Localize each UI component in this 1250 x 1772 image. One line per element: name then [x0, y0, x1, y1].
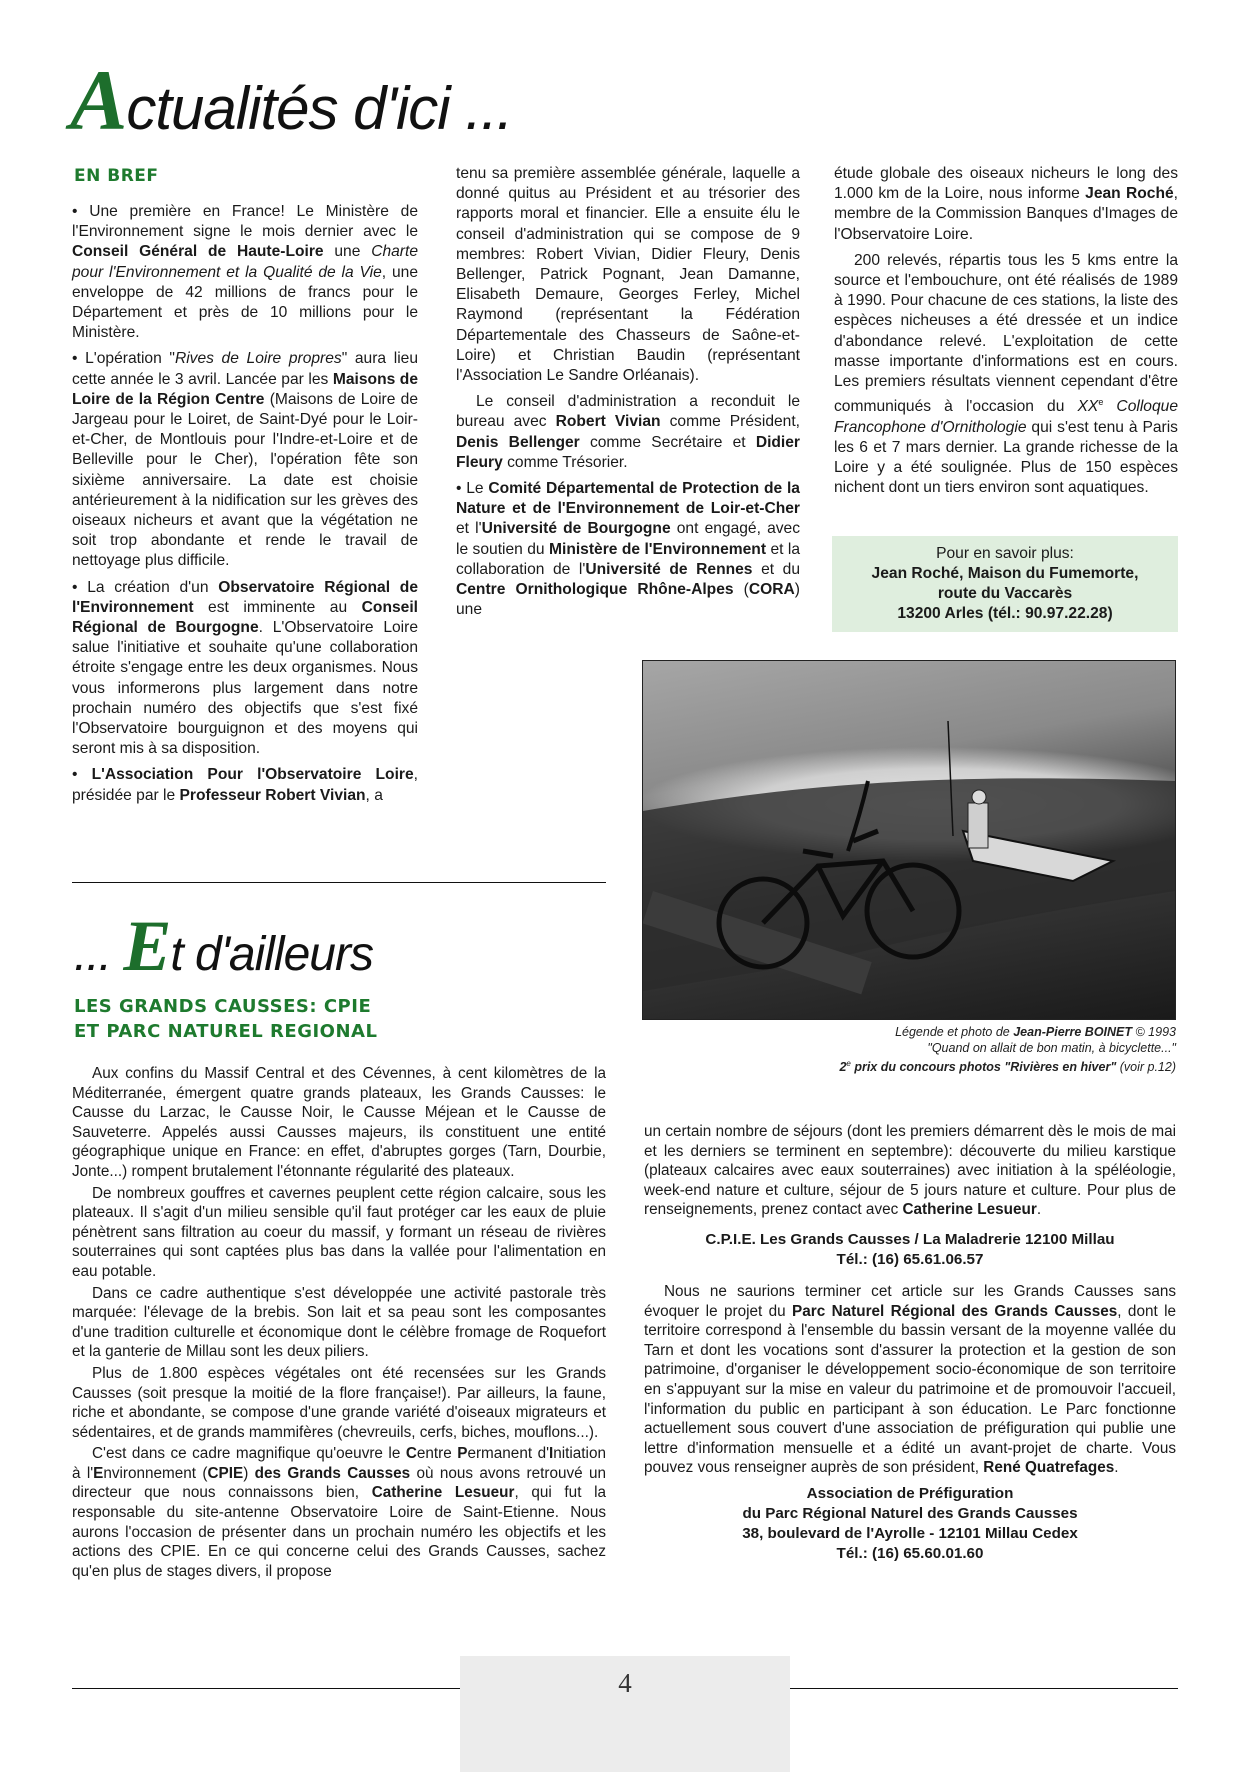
brief-item-4: • L'Association Pour l'Observatoire Loire, présidée par le Professeur Robert Vivian, a — [72, 766, 418, 804]
grands-causses-heading — [74, 994, 377, 1044]
causses-right-para-2: Nous ne saurions terminer cet article sur les Grands Causses sans évoquer le projet du Parc Naturel Régional des Grands Causses, dont le territoire correspond à l'ensemble du bassin versant de la moyenne vallée du Tarn et dont les vocations sont d'assurer la protection et la gestion de son patrimoine, d'organiser le développement socio-économique de son territoire en s'appuyant sur la mise en valeur du patrimoine et de promouvoir l'accueil, l'information du public en participant à son éducation. Le Parc fonctionne actuellement sous couvert d'une association de préfiguration qui publie une lettre d'information mensuelle et a édité un avant-projet de charte. Vous pouvez vous renseigner auprès de son président, René Quatrefages. — [644, 1282, 1177, 1477]
causses-para-2: De nombreux gouffres et cavernes peuplent cette région calcaire, sous les plateaux. Il s'agit d'un milieu sensible qu'il faut protéger car les eaux de pluie pénètrent sans filtration au coeur du massif, y formant un réseau de rivières souterraines qui sont captées plus bas dans la vallée pour l'alimentation en eau potable. — [72, 1184, 606, 1280]
section-divider — [72, 882, 606, 883]
grands-causses-heading-line-1: LES GRANDS CAUSSES: CPIE — [74, 996, 372, 1017]
brief-col2-para-2: Le conseil d'administration a reconduit le bureau avec Robert Vivian comme Président, Denis Bellenger comme Secrétaire et Didier Fleury comme Trésorier. — [456, 393, 801, 471]
en-bref-column-3 — [834, 164, 1178, 504]
causses-para-3: Dans ce cadre authentique s'est développée une activité pastorale très marquée: l'élevage de la brebis. Son lait et sa peau sont les composantes d'une tradition culturelle et économique dont le célèbre fromage de Roquefort et la ganterie de Millau sont les deux piliers. — [72, 1284, 606, 1361]
cpie-address-line-1: C.P.I.E. Les Grands Causses / La Maladrerie 12100 Millau — [705, 1230, 1115, 1248]
page-number: 4 — [618, 1668, 632, 1698]
info-box-line-4: 13200 Arles (tél.: 90.97.22.28) — [897, 605, 1113, 622]
en-bref-column-1 — [72, 202, 418, 812]
brief-col3-para-2: 200 relevés, répartis tous les 5 kms entre la source et l'embouchure, ont été réalisés de 1989 à 1990. Pour chacune de ces stations, la liste des espèces nicheuses a été dressée et un indice d'abondance relevé. L'exploitation de cette masse importante d'informations est en cours. Les premiers résultats viennent cependant d'être communiqués à l'occasion du XXe Colloque Francophone d'Ornithologie qui s'est tenu à Paris les 6 et 7 mars dernier. La grande richesse de la Loire y a été soulignée. Plus de 150 espèces nichent dont un tiers environ sont aquatiques. — [834, 251, 1178, 497]
photo-caption-line-3: 2e prix du concours photos "Rivières en hiver" (voir p.12) — [839, 1059, 1176, 1075]
grands-causses-column-left — [72, 1064, 606, 1583]
brief-col2-para-3: • Le Comité Départemental de Protection de la Nature et de l'Environnement de Loir-et-Cher et l'Université de Bourgogne ont engagé, avec le soutien du Ministère de l'Environnement et la collaboration de l'Université de Rennes et du Centre Ornithologique Rhône-Alpes (CORA) une — [456, 480, 801, 619]
brief-col3-para-1: étude globale des oiseaux nicheurs le long des 1.000 km de la Loire, nous informe Jean Roché, membre de la Commission Banques d'Images de l'Observatoire Loire. — [834, 165, 1178, 243]
parc-address-line-4: Tél.: (16) 65.60.01.60 — [836, 1544, 984, 1562]
title-rest: ctualités d'ici ... — [126, 75, 513, 142]
parc-address-line-2: du Parc Régional Naturel des Grands Causses — [742, 1504, 1078, 1522]
photo-bicycle-boat — [642, 660, 1176, 1020]
info-box-line-1: Pour en savoir plus: — [936, 545, 1074, 562]
info-box-jean-roche — [832, 536, 1178, 632]
parc-address — [644, 1484, 1176, 1564]
causses-para-1: Aux confins du Massif Central et des Cévennes, à cent kilomètres de la Méditerranée, émergent quatre grands plateaux, les Grands Causses: le Causse du Larzac, le Causse Noir, le Causse Méjean et le Causse de Sauveterre. Appelés aussi Causses majeurs, ils constituent une entité géographique unique en France: en effet, d'abruptes gorges (Tarn, Dourbie, Jonte...) rompent brutalement l'étonnante régularité des plateaux. — [72, 1065, 606, 1180]
title-initial: A — [70, 52, 127, 148]
info-box-line-3: route du Vaccarès — [937, 585, 1073, 602]
grands-causses-heading-line-2: ET PARC NATUREL REGIONAL — [74, 1021, 378, 1042]
grands-causses-column-right — [644, 1122, 1176, 1564]
title-ailleurs-initial: E — [123, 906, 171, 986]
cpie-address — [644, 1230, 1176, 1270]
photo-caption — [640, 1024, 1176, 1075]
footer-rule-right — [790, 1688, 1178, 1689]
causses-para-5: C'est dans ce cadre magnifique qu'oeuvre le Centre Permanent d'Initiation à l'Environnement (CPIE) des Grands Causses où nous avons retrouvé un directeur que nous connaissons bien, Catherine Lesueur, qui fut la responsable du site-antenne Observatoire Loire de Saint-Etienne. Nous aurons l'occasion de présenter dans un prochain numéro les objectifs et les actions des CPIE. En ce qui concerne celui des Grands Causses, sachez qu'en plus de stages divers, il propose — [72, 1445, 607, 1580]
title-ailleurs-prefix: ... — [74, 928, 124, 981]
parc-address-line-1: Association de Préfiguration — [806, 1484, 1014, 1502]
section-title-ailleurs — [74, 906, 373, 986]
causses-right-para-1: un certain nombre de séjours (dont les premiers démarrent dès le mois de mai et les derniers se terminent en septembre): découverte du milieu karstique (plateaux calcaires avec eaux souterraines) avec initiation à la spéléologie, week-end nature et culture, séjour de 5 jours nature et culture. Pour plus de renseignements, prenez contact avec Catherine Lesueur. — [644, 1123, 1176, 1219]
info-box-line-2: Jean Roché, Maison du Fumemorte, — [871, 565, 1139, 582]
footer-rule-left — [72, 1688, 460, 1689]
causses-para-4: Plus de 1.800 espèces végétales ont été recensées sur les Grands Causses (soit presque la moitié de la flore française!). Par ailleurs, la faune, riche et abondante, se compose d'une grande variété d'oiseaux migrateurs et sédentaires, et de grands mammifères (chevreuils, cerfs, biches, mouflons...). — [72, 1364, 606, 1441]
parc-address-line-3: 38, boulevard de l'Ayrolle - 12101 Millau Cedex — [742, 1524, 1078, 1542]
brief-col2-para-1: tenu sa première assemblée générale, laquelle a donné quitus au Président et au trésorier des rapports moral et financier. Elle a ensuite élu le conseil d'administration qui se compose de 9 membres: Robert Vivian, Didier Fleury, Denis Bellenger, Patrick Pognant, Jean Damanne, Elisabeth Demaure, Georges Ferley, Michel Raymond (représentant la Fédération Départementale des Chasseurs de Saône-et-Loire) et Christian Baudin (représentant l'Association Le Sandre Orléanais). — [456, 165, 800, 385]
brief-item-1: • Une première en France! Le Ministère de l'Environnement signe le mois dernier avec le Conseil Général de Haute-Loire une Charte pour l'Environnement et la Qualité de la Vie, une enveloppe de 42 millions de francs pour le Département et près de 10 millions pour le Ministère. — [72, 203, 418, 342]
brief-item-3: • La création d'un Observatoire Régional de l'Environnement est imminente au Conseil Régional de Bourgogne. L'Observatoire Loire salue l'initiative et souhaite qu'une collaboration étroite s'engage entre les deux organismes. Nous vous informerons plus largement dans notre prochain numéro des objectifs que s'est fixé l'Observatoire bourguignon et des moyens qui seront mis à sa disposition. — [72, 578, 419, 758]
cpie-address-line-2: Tél.: (16) 65.61.06.57 — [836, 1250, 984, 1268]
photo-caption-line-2: "Quand on allait de bon matin, à bicyclette..." — [927, 1041, 1176, 1055]
page-number-box — [460, 1656, 790, 1772]
title-ailleurs-rest: t d'ailleurs — [170, 928, 373, 981]
en-bref-column-2 — [456, 164, 800, 626]
photo-caption-line-1: Légende et photo de Jean-Pierre BOINET © 1993 — [895, 1025, 1176, 1039]
photo-illustration — [643, 661, 1175, 1019]
page-title — [70, 52, 513, 148]
brief-item-2: • L'opération "Rives de Loire propres" aura lieu cette année le 3 avril. Lancée par les Maisons de Loire de la Région Centre (Maisons de Loire de Jargeau pour le Loiret, de Saint-Dyé pour le Loir-et-Cher, de Montlouis pour l'Indre-et-Loire et de Belleville pour le Cher), l'opération fête son sixième anniversaire. La date est choisie antérieurement à la nidification sur les grèves des oiseaux nicheurs et avant que la végétation ne soit trop abondante et rende le travail de nettoyage plus difficile. — [72, 350, 419, 570]
en-bref-heading: EN BREF — [74, 166, 159, 186]
